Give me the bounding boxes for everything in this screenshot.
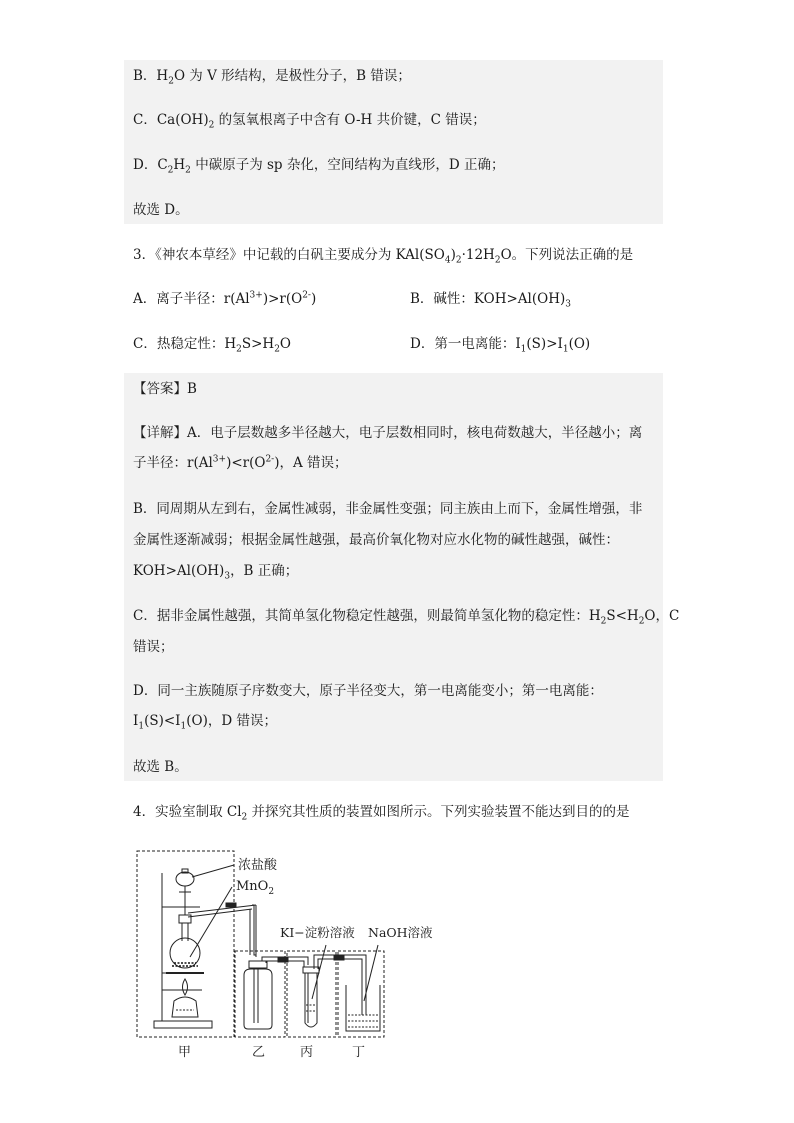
q3-option-b: B．碱性：$KOH>Al(OH)_3$ [410, 291, 571, 310]
q3-explain-a-2: 子半径：$r(Al^{3+})<r(O^{2-})$，A 错误； [133, 454, 348, 471]
q3-stem: 3．《神农本草经》中记载的白矾主要成分为 $KAl(SO_4)_2\cdot 12H_2O$。下列说法正确的是 [133, 247, 634, 266]
q3-answer: 【答案】B [133, 381, 197, 397]
q3-explain-b-1: B．同周期从左到右，金属性减弱，非金属性变强；同主族由上而下，金属性增强，非 [133, 501, 643, 517]
label-mno2: MnO$_2$ [236, 879, 275, 897]
unit-label-yi: 乙 [252, 1045, 266, 1060]
q3-explain-c-1: C．据非金属性越强，其简单氢化物稳定性越强，则最简单氢化物的稳定性：$H_2S<H_2O$，C [133, 608, 680, 627]
unit-label-jia: 甲 [178, 1045, 192, 1060]
q2-explain-c: C．$Ca(OH)_2$ 的氢氧根离子中含有 O-H 共价键，C 错误； [133, 112, 486, 131]
q4-stem: 4．实验室制取 $Cl_2$ 并探究其性质的装置如图所示。下列实验装置不能达到目的的是 [133, 804, 630, 823]
unit-label-bing: 丙 [300, 1045, 314, 1060]
separatory-funnel [176, 869, 194, 915]
label-naoh: NaOH溶液 [368, 925, 433, 940]
q3-conclusion: 故选 B。 [133, 759, 188, 775]
gas-tubing [226, 903, 366, 1015]
q3-option-d: D．第一电离能：$I_1(S)>I_1(O)$ [410, 336, 591, 355]
beaker-ding [346, 985, 380, 1031]
washing-bottle-yi [244, 961, 272, 1029]
q2-conclusion: 故选 D。 [133, 202, 189, 218]
unit-box-jia [137, 851, 234, 1037]
q3-explain-b-3: $KOH>Al(OH)_3$，B 正确； [133, 563, 299, 582]
unit-label-ding: 丁 [352, 1045, 366, 1060]
q3-explain-b-2: 金属性逐渐减弱；根据金属性越强，最高价氧化物对应水化物的碱性越强，碱性： [133, 532, 619, 548]
test-tube-bing [303, 967, 319, 1027]
unit-box-ding [338, 951, 384, 1037]
label-hcl: 浓盐酸 [238, 858, 278, 873]
q3-explain-a-1: 【详解】A．电子层数越多半径越大，电子层数相同时，核电荷数越大，半径越小；离 [133, 425, 643, 441]
label-ki-starch: KI−淀粉溶液 [280, 925, 355, 940]
q3-option-c: C．热稳定性：$H_2S>H_2O$ [133, 336, 291, 355]
q2-explain-b: B．$H_2O$ 为 V 形结构，是极性分子，B 错误； [133, 68, 411, 87]
q3-explain-c-2: 错误； [133, 639, 174, 655]
iron-stand [154, 873, 212, 1028]
q3-explain-d-1: D．同一主族随原子序数变大，原子半径变大，第一电离能变小；第一电离能： [133, 683, 603, 699]
unit-box-yi [235, 951, 285, 1037]
q2-explain-d: D．$C_2H_2$ 中碳原子为 sp 杂化，空间结构为直线形，D 正确； [133, 157, 505, 176]
q3-option-a: A．离子半径：$r(Al^{3+})>r(O^{2-})$ [133, 290, 317, 307]
round-bottom-flask [170, 905, 256, 968]
q3-explain-d-2: $I_1(S)<I_1(O)$，D 错误； [133, 713, 277, 732]
unit-box-bing [287, 951, 336, 1037]
apparatus-figure [128, 845, 468, 1065]
alcohol-lamp [172, 979, 198, 1017]
